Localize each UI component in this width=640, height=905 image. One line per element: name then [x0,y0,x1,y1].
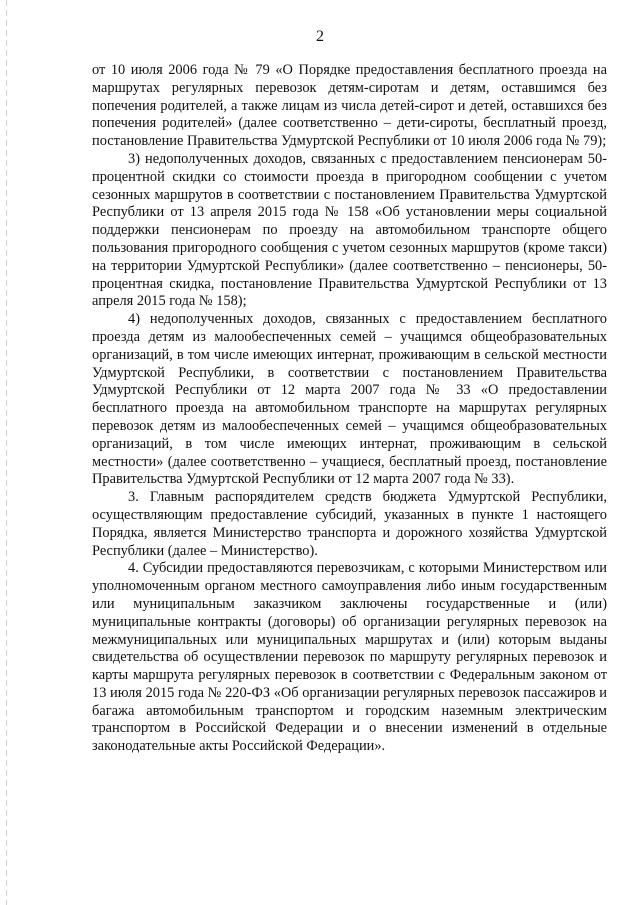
document-body [92,62,607,756]
scan-edge-marks [6,0,7,905]
paragraph-clause-4: 4. Субсидии предоставляются перевозчикам, с которыми Министерством или уполномоченным органом местного самоуправления либо иным государственным или муниципальным заказчиком заключены государственные и (или) муниципальные контракты (договоры) об организации регулярных перевозок на межмуниципальных или муниципальных маршрутах и (или) которым выданы свидетельства об осуществлении перевозок по маршруту регулярных перевозок и карты маршрута регулярных перевозок в соответствии с Федеральным законом от 13 июля 2015 года № 220-ФЗ «Об организации регулярных перевозок пассажиров и багажа автомобильным транспортом и городским наземным электрическим транспортом в Российской Федерации и о внесении изменений в отдельные законодательные акты Российской Федерации». [92,560,607,755]
paragraph-clause-3: 3. Главным распорядителем средств бюджета Удмуртской Республики, осуществляющим предоставление субсидий, указанных в пункте 1 настоящего Порядка, является Министерство транспорта и дорожного хозяйства Удмуртской Республики (далее – Министерство). [92,489,607,559]
paragraph-continuation: от 10 июля 2006 года № 79 «О Порядке предоставления бесплатного проезда на маршрутах регулярных перевозок детям-сиротам и детям, оставшимся без попечения родителей, а также лицам из числа детей-сирот и детей, оставшихся без попечения родителей» (далее соответственно – дети-сироты, бесплатный проезд, постановление Правительства Удмуртской Республики от 10 июля 2006 года № 79); [92,62,607,150]
page-number: 2 [316,28,324,45]
paragraph-item-3: 3) недополученных доходов, связанных с предоставлением пенсионерам 50-процентной скидки со стоимости проезда в пригородном сообщении с учетом сезонных маршрутов в соответствии с постановлением Правительства Удмуртской Республики от 13 апреля 2015 года № 158 «Об установлении меры социальной поддержки пенсионерам по проезду на автомобильном транспорте общего пользования пригородного сообщения с учетом сезонных маршрутов (кроме такси) на территории Удмуртской Республики» (далее соответственно – пенсионеры, 50-процентная скидка, постановление Правительства Удмуртской Республики от 13 апреля 2015 года № 158); [92,150,607,310]
paragraph-item-4: 4) недополученных доходов, связанных с предоставлением бесплатного проезда детям из малообеспеченных семей – учащимся общеобразовательных организаций, в том числе имеющих интернат, проживающим в сельской местности Удмуртской Республики, в соответствии с постановлением Правительства Удмуртской Республики от 12 марта 2007 года № 33 «О предоставлении бесплатного проезда на автомобильном транспорте на маршрутах регулярных перевозок детям из малообеспеченных семей – учащимся общеобразовательных организаций, в том числе имеющих интернат, проживающим в сельской местности» (далее соответственно – учащиеся, бесплатный проезд, постановление Правительства Удмуртской Республики от 12 марта 2007 года № 33). [92,311,607,488]
